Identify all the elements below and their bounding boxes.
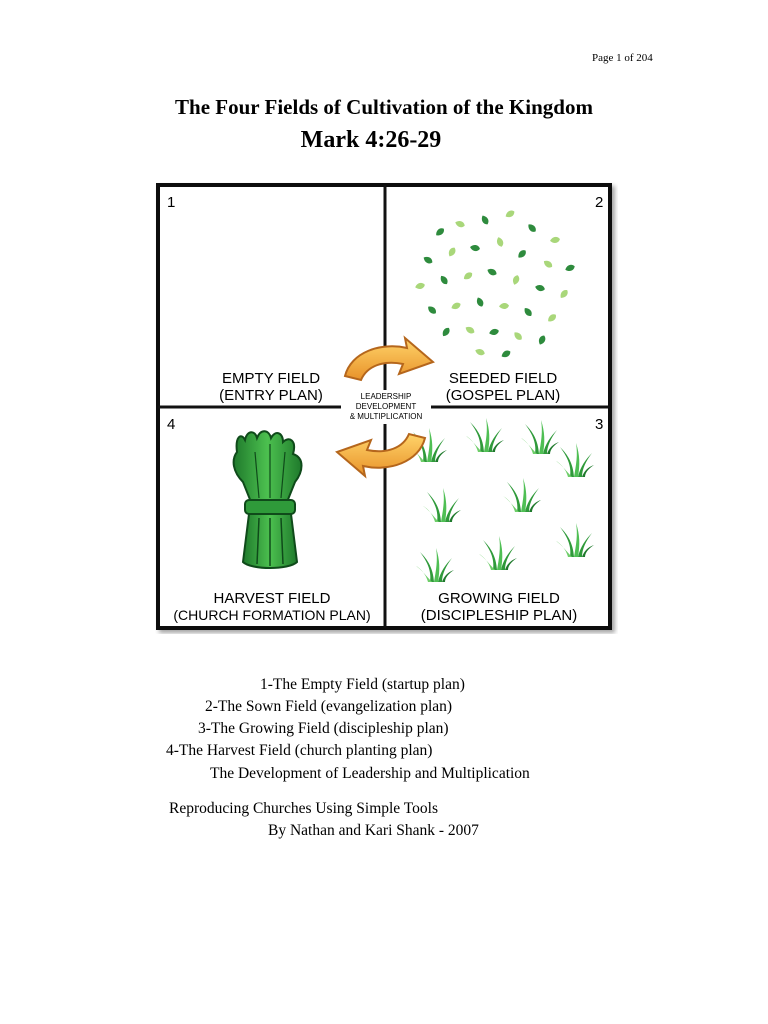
book-title: Reproducing Churches Using Simple Tools xyxy=(169,800,439,817)
scripture-reference: Mark 4:26-29 xyxy=(300,127,442,153)
list-item-empty-field: 1-The Empty Field (startup plan) xyxy=(260,676,465,693)
quadrant-3-name: GROWING FIELD xyxy=(438,590,560,607)
quadrant-3-plan: (DISCIPLESHIP PLAN) xyxy=(420,607,578,624)
quadrant-4-number: 4 xyxy=(167,416,176,433)
center-label-line-2: DEVELOPMENT xyxy=(355,402,417,411)
list-item-leadership: The Development of Leadership and Multiplication xyxy=(210,765,530,782)
page-title: The Four Fields of Cultivation of the Kingdom xyxy=(175,95,593,119)
quadrant-1-number: 1 xyxy=(167,194,176,211)
list-item-sown-field: 2-The Sown Field (evangelization plan) xyxy=(205,698,453,715)
authors-line: By Nathan and Kari Shank - 2007 xyxy=(268,822,479,839)
center-label-line-3: & MULTIPLICATION xyxy=(349,412,423,421)
list-item-growing-field: 3-The Growing Field (discipleship plan) xyxy=(198,720,449,737)
quadrant-4-plan: (CHURCH FORMATION PLAN) xyxy=(173,607,371,623)
four-fields-diagram xyxy=(155,182,618,634)
quadrant-1-name: EMPTY FIELD xyxy=(221,370,321,387)
page-number: Page 1 of 204 xyxy=(592,52,653,64)
quadrant-4-name: HARVEST FIELD xyxy=(213,590,331,607)
quadrant-2-number: 2 xyxy=(595,194,604,211)
list-item-harvest-field: 4-The Harvest Field (church planting plan) xyxy=(166,742,433,759)
quadrant-2-name: SEEDED FIELD xyxy=(448,370,558,387)
quadrant-2-plan: (GOSPEL PLAN) xyxy=(445,387,561,404)
quadrant-3-number: 3 xyxy=(595,416,604,433)
quadrant-1-plan: (ENTRY PLAN) xyxy=(219,387,323,404)
center-label-line-1: LEADERSHIP xyxy=(360,392,412,401)
